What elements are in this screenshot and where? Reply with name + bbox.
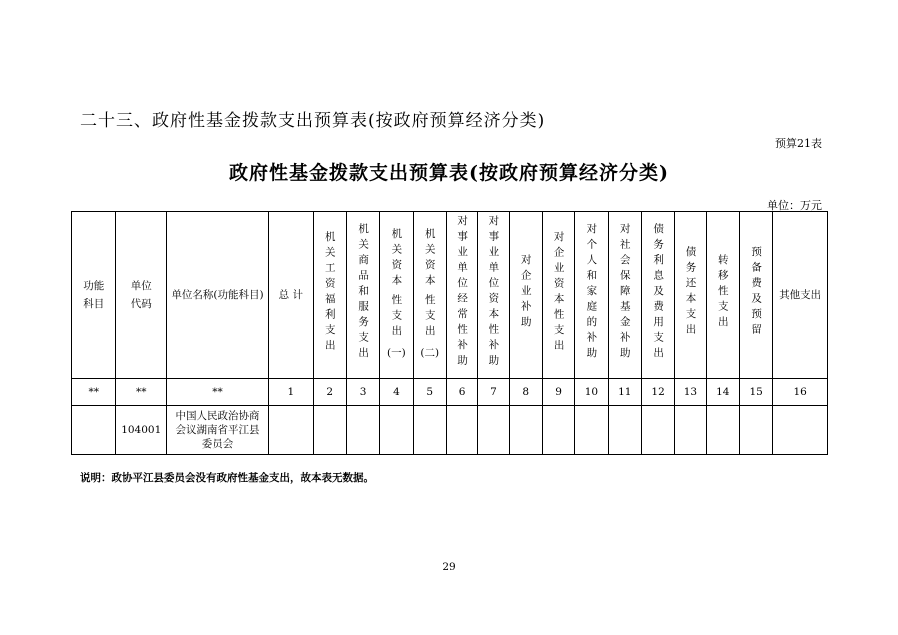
unit-label: 单位：万元 (767, 199, 822, 212)
index-cell: 1 (269, 379, 313, 406)
value-cell (739, 406, 772, 455)
value-cell (346, 406, 379, 455)
header-unit-name: 单位名称(功能科目) (167, 212, 269, 379)
header-c11: 债务利息及费用支出 (641, 212, 674, 379)
index-cell: 10 (575, 379, 608, 406)
header-c1: 机关工资福利支出 (313, 212, 346, 379)
header-c6: 对事业单位资本性补助 (478, 212, 509, 379)
header-c3: 机关资本 性支出 (一) (380, 212, 413, 379)
index-cell: 9 (542, 379, 574, 406)
budget-table (71, 211, 828, 455)
header-func-code: 功能科目 (72, 212, 116, 379)
index-row (72, 379, 828, 406)
value-cell (446, 406, 477, 455)
func-code-cell (72, 406, 116, 455)
value-cell (608, 406, 641, 455)
index-cell: 13 (675, 379, 706, 406)
index-cell: ** (72, 379, 116, 406)
index-cell: 8 (509, 379, 542, 406)
index-cell: 3 (346, 379, 379, 406)
index-cell: 11 (608, 379, 641, 406)
value-cell (509, 406, 542, 455)
header-c13: 转移性支出 (706, 212, 739, 379)
value-cell (773, 406, 828, 455)
section-heading: 二十三、政府性基金拨款支出预算表(按政府预算经济分类) (80, 111, 546, 131)
table-note: 说明：政协平江县委员会没有政府性基金支出，故本表无数据。 (80, 472, 374, 484)
index-cell: 15 (739, 379, 772, 406)
header-c4: 机关资本 性支出 (二) (413, 212, 446, 379)
page-number: 29 (442, 561, 456, 573)
header-unit-code: 单位代码 (116, 212, 167, 379)
value-cell (542, 406, 574, 455)
value-cell (641, 406, 674, 455)
value-cell (675, 406, 706, 455)
value-cell (478, 406, 509, 455)
value-cell (575, 406, 608, 455)
table-row (72, 406, 828, 455)
header-row (72, 212, 828, 379)
index-cell: 7 (478, 379, 509, 406)
index-cell: 2 (313, 379, 346, 406)
index-cell: 12 (641, 379, 674, 406)
header-c10: 对社会保障基金补助 (608, 212, 641, 379)
header-total: 总 计 (269, 212, 313, 379)
value-cell (313, 406, 346, 455)
header-c2: 机关商品和服务支出 (346, 212, 379, 379)
page-title: 政府性基金拨款支出预算表(按政府预算经济分类) (229, 162, 669, 184)
header-c15: 其他支出 (773, 212, 828, 379)
header-c5: 对事业单位经常性补助 (446, 212, 477, 379)
table-number: 预算21表 (775, 137, 822, 150)
header-c12: 债务还本支出 (675, 212, 706, 379)
value-cell (706, 406, 739, 455)
value-cell (269, 406, 313, 455)
index-cell: 14 (706, 379, 739, 406)
unit-code-cell: 104001 (116, 406, 167, 455)
header-c8: 对企业资本性支出 (542, 212, 574, 379)
index-cell: 6 (446, 379, 477, 406)
header-c9: 对个人和家庭的补助 (575, 212, 608, 379)
value-cell (413, 406, 446, 455)
unit-name-cell: 中国人民政治协商会议湖南省平江县委员会 (167, 406, 269, 455)
value-cell (380, 406, 413, 455)
index-cell: ** (116, 379, 167, 406)
index-cell: ** (167, 379, 269, 406)
header-c14: 预备费及预留 (739, 212, 772, 379)
header-c7: 对企业补助 (509, 212, 542, 379)
index-cell: 5 (413, 379, 446, 406)
index-cell: 4 (380, 379, 413, 406)
index-cell: 16 (773, 379, 828, 406)
